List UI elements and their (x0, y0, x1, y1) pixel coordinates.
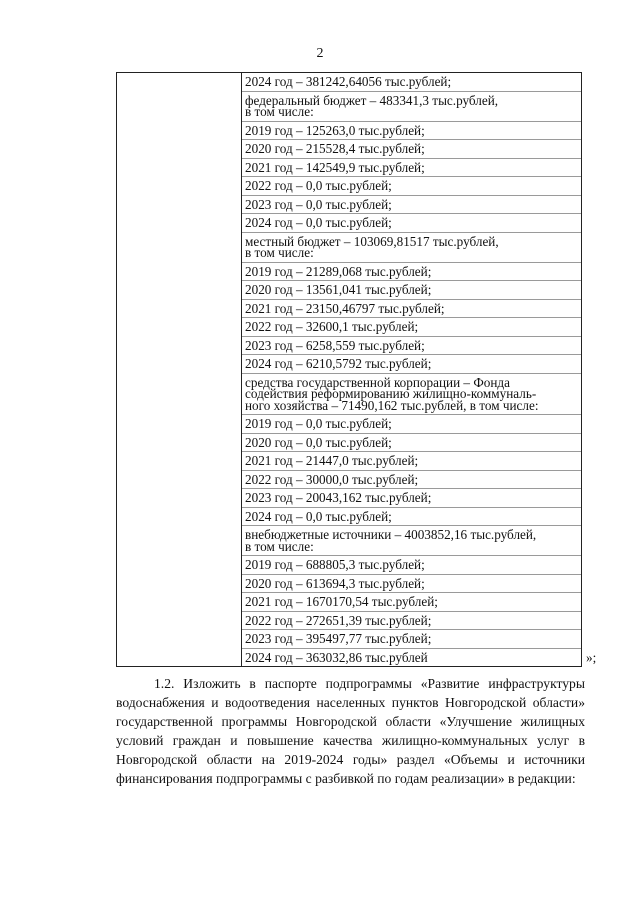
funding-entry: 2024 год – 6210,5792 тыс.рублей; (242, 355, 581, 374)
funding-entry: 2019 год – 0,0 тыс.рублей; (242, 415, 581, 434)
funding-entry: 2024 год – 363032,86 тыс.рублей (245, 649, 428, 665)
funding-entry: 2019 год – 688805,3 тыс.рублей; (242, 556, 581, 575)
page-number: 2 (316, 46, 324, 61)
funding-table (116, 72, 582, 667)
funding-entry: федеральный бюджет – 483341,3 тыс.рублей, в том числе: (242, 92, 581, 122)
amendment-paragraph: 1.2. Изложить в паспорте подпрограммы «Развитие инфраструктуры водоснабжения и водоотведения населенных пунктов Новгородской области» государственной программы Новгородской области «Улучшение жилищных условий граждан и повышение качества жилищно-коммунальных услуг в Новгородской области на 2019-2024 годы» раздел «Объемы и источники финансирования подпрограммы с разбивкой по годам реализации» в редакции: (116, 676, 585, 786)
funding-entry: внебюджетные источники – 4003852,16 тыс.рублей, в том числе: (242, 526, 581, 556)
funding-entries-cell (242, 73, 582, 667)
funding-entry: 2020 год – 0,0 тыс.рублей; (242, 434, 581, 453)
funding-entry: 2022 год – 30000,0 тыс.рублей; (242, 471, 581, 490)
funding-entry: местный бюджет – 103069,81517 тыс.рублей, в том числе: (242, 233, 581, 263)
funding-entry: средства государственной корпорации – Фонда содействия реформированию жилищно-коммуналь- ного хозяйства – 71490,162 тыс.рублей, в том числе: (242, 374, 581, 416)
funding-entry: 2021 год – 1670170,54 тыс.рублей; (242, 593, 581, 612)
funding-entry: 2023 год – 0,0 тыс.рублей; (242, 196, 581, 215)
funding-entry: 2024 год – 381242,64056 тыс.рублей; (242, 73, 581, 92)
funding-entry: 2021 год – 21447,0 тыс.рублей; (242, 452, 581, 471)
funding-entry: 2021 год – 23150,46797 тыс.рублей; (242, 300, 581, 319)
funding-entry: 2023 год – 20043,162 тыс.рублей; (242, 489, 581, 508)
funding-entry: 2024 год – 0,0 тыс.рублей; (242, 214, 581, 233)
funding-entry: 2020 год – 215528,4 тыс.рублей; (242, 140, 581, 159)
funding-entry: 2024 год – 0,0 тыс.рублей; (242, 508, 581, 527)
funding-entry: 2021 год – 142549,9 тыс.рублей; (242, 159, 581, 178)
table-row (117, 73, 582, 667)
table-left-column (117, 73, 242, 667)
funding-entry: 2019 год – 125263,0 тыс.рублей; (242, 122, 581, 141)
closing-quote-mark: »; (586, 650, 597, 665)
funding-entry: 2023 год – 6258,559 тыс.рублей; (242, 337, 581, 356)
funding-entry: 2022 год – 0,0 тыс.рублей; (242, 177, 581, 196)
funding-entry: 2023 год – 395497,77 тыс.рублей; (242, 630, 581, 649)
funding-entry: 2020 год – 613694,3 тыс.рублей; (242, 575, 581, 594)
funding-entry: 2020 год – 13561,041 тыс.рублей; (242, 281, 581, 300)
funding-entry: 2022 год – 272651,39 тыс.рублей; (242, 612, 581, 631)
funding-entry: 2019 год – 21289,068 тыс.рублей; (242, 263, 581, 282)
funding-entry: 2022 год – 32600,1 тыс.рублей; (242, 318, 581, 337)
